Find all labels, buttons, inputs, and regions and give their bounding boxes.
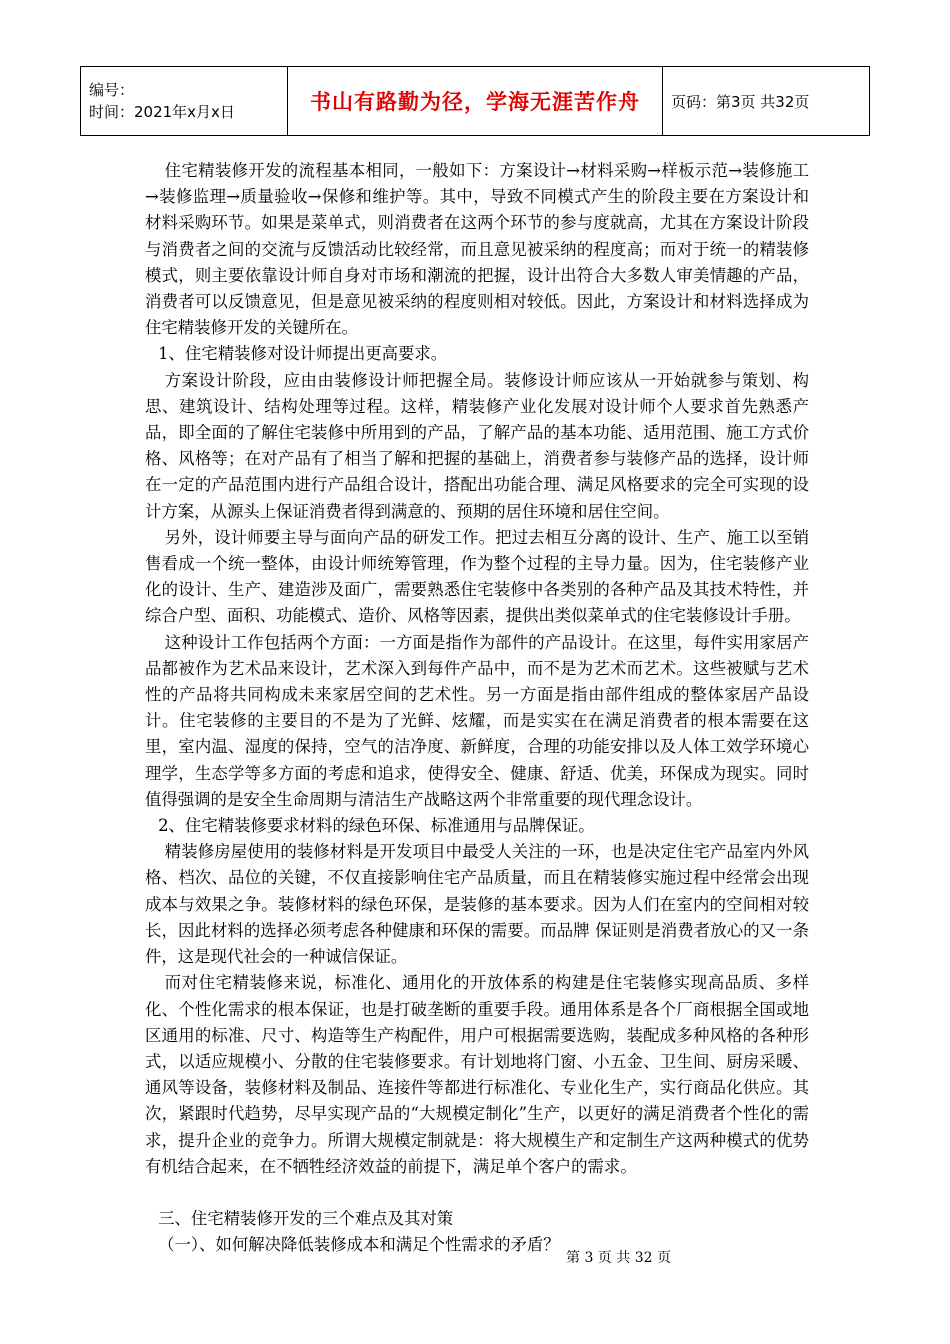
paragraph: 精装修房屋使用的装修材料是开发项目中最受人关注的一环，也是决定住宅产品室内外风格、档次、品位的关键，不仅直接影响住宅产品质量，而且在精装修实施过程中经常会出现成本与效果之争。装修材料的绿色环保，是装修的基本要求。因为人们在室内的空间相对较长，因此材料的选择必须考虑各种健康和环保的需要。而品牌 保证则是消费者放心的又一条件，这是现代社会的一种诚信保证。 <box>145 842 809 967</box>
page-footer: 第 3 页 共 32 页 <box>566 1250 671 1266</box>
document-body <box>145 158 809 1258</box>
chapter-heading: 三、住宅精装修开发的三个难点及其对策 <box>158 1208 454 1228</box>
paragraph: 住宅精装修开发的流程基本相同，一般如下：方案设计→材料采购→样板示范→装修施工→装修监理→质量验收→保修和维护等。其中，导致不同模式产生的阶段主要在方案设计和材料采购环节。如果是菜单式，则消费者在这两个环节的参与度就高，尤其在方案设计阶段与消费者之间的交流与反馈活动比较经常，而且意见被采纳的程度高；而对于统一的精装修模式，则主要依靠设计师自身对市场和潮流的把握，设计出符合大多数人审美情趣的产品，消费者可以反馈意见，但是意见被采纳的程度则相对较低。因此，方案设计和材料选择成为住宅精装修开发的关键所在。 <box>145 161 809 338</box>
paragraph: 另外，设计师要主导与面向产品的研发工作。把过去相互分离的设计、生产、施工以至销售看成一个统一整体，由设计师统筹管理，作为整个过程的主导力量。因为，住宅装修产业化的设计、生产、建造涉及面广，需要熟悉住宅装修中各类别的各种产品及其技术特性，并综合户型、面积、功能模式、造价、风格等因素，提供出类似菜单式的住宅装修设计手册。 <box>145 527 809 626</box>
header-motto: 书山有路勤为径，学海无涯苦作舟 <box>288 67 663 136</box>
document-code-label: 编号： <box>89 81 135 99</box>
header-meta <box>81 67 288 136</box>
header-page-info: 页码：第3页 共32页 <box>663 67 870 136</box>
section-heading: 2、住宅精装修要求材料的绿色环保、标准通用与品牌保证。 <box>158 816 595 836</box>
section-heading: 1、住宅精装修对设计师提出更高要求。 <box>158 344 448 364</box>
page-header <box>80 66 870 136</box>
paragraph: 方案设计阶段，应由由装修设计师把握全局。装修设计师应该从一开始就参与策划、构思、建筑设计、结构处理等过程。这样，精装修产业化发展对设计师个人要求首先熟悉产品，即全面的了解住宅装修中所用到的产品，了解产品的基本功能、适用范围、施工方式价格、风格等；在对产品有了相当了解和把握的基础上，消费者参与装修产品的选择，设计师在一定的产品范围内进行产品组合设计，搭配出功能合理、满足风格要求的完全可实现的设计方案，从源头上保证消费者得到满意的、预期的居住环境和居住空间。 <box>145 370 809 521</box>
paragraph: 而对住宅精装修来说，标准化、通用化的开放体系的构建是住宅装修实现高品质、多样化、个性化需求的根本保证，也是打破垄断的重要手段。通用体系是各个厂商根据全国或地区通用的标准、尺寸、构造等生产构配件，用户可根据需要选购，装配成多种风格的各种形式，以适应规模小、分散的住宅装修要求。有计划地将门窗、小五金、卫生间、厨房采暖、通风等设备，装修材料及制品、连接件等都进行标准化、专业化生产，实行商品化供应。其次，紧跟时代趋势，尽早实现产品的“大规模定制化”生产，以更好的满足消费者个性化的需求，提升企业的竞争力。所谓大规模定制就是：将大规模生产和定制生产这两种模式的优势有机结合起来，在不牺牲经济效益的前提下，满足单个客户的需求。 <box>145 973 809 1176</box>
document-time: 时间：2021年x月x日 <box>89 103 235 121</box>
paragraph: 这种设计工作包括两个方面：一方面是指作为部件的产品设计。在这里，每件实用家居产品都被作为艺术品来设计，艺术深入到每件产品中，而不是为艺术而艺术。这些被赋与艺术性的产品将共同构成未来家居空间的艺术性。另一方面是指由部件组成的整体家居产品设计。住宅装修的主要目的不是为了光鲜、炫耀，而是实实在在满足消费者的根本需要在这里，室内温、湿度的保持，空气的洁净度、新鲜度，合理的功能安排以及人体工效学环境心理学，生态学等多方面的考虑和追求，使得安全、健康、舒适、优美，环保成为现实。同时值得强调的是安全生命周期与清洁生产战略这两个非常重要的现代理念设计。 <box>145 632 809 809</box>
subsection-heading: （一）、如何解决降低装修成本和满足个性需求的矛盾？ <box>158 1235 560 1255</box>
